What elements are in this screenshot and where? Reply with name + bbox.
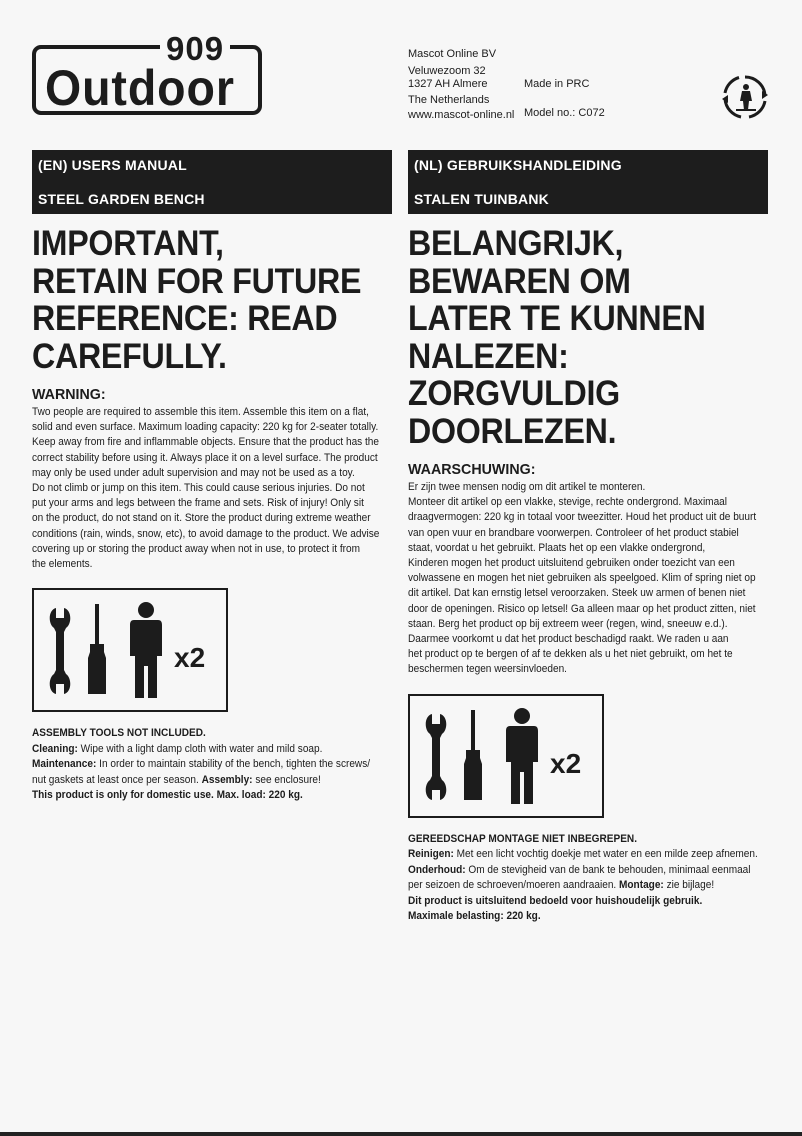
notes-dutch bbox=[408, 832, 768, 925]
warning-line: the elements. bbox=[32, 558, 93, 571]
warning-line: Kinderen mogen het product uitsluitend gebruiken onder toezicht van een bbox=[408, 557, 735, 570]
important-line: BELANGRIJK, bbox=[408, 224, 624, 263]
banner-title: (NL) GEBRUIKSHANDLEIDING bbox=[414, 157, 622, 173]
banner-subtitle: STEEL GARDEN BENCH bbox=[38, 191, 205, 207]
warning-line: put your arms and legs between the frame and sets. Risk of injury! Only sit bbox=[32, 497, 364, 510]
important-line: IMPORTANT, bbox=[32, 224, 224, 263]
made-in: Made in PRC bbox=[524, 78, 590, 90]
maintenance-note bbox=[408, 863, 768, 879]
logo-number: 909 bbox=[160, 31, 230, 67]
warning-line: Er zijn twee mensen nodig om dit artikel te monteren. bbox=[408, 481, 646, 493]
maintenance-text: nut gaskets at least once per season. bbox=[32, 773, 202, 786]
warning-line: Keep away from fire and inflammable objects. Ensure that the product has the bbox=[32, 436, 380, 449]
company-country: The Netherlands bbox=[408, 93, 490, 106]
warning-line: dit artikel. Dat kan ernstig letsel veroorzaken. Steek uw armen of benen niet bbox=[408, 587, 746, 600]
banner-dutch bbox=[408, 150, 768, 214]
maintenance-text: per seizoen de schroeven/moeren aandraaien. bbox=[408, 879, 620, 892]
warning-line: Monteer dit artikel op een vlakke, stevige, rechte ondergrond. Maximaal bbox=[408, 496, 728, 509]
warning-line: correct stability before using it. Always place it on a level surface. The product bbox=[32, 451, 378, 464]
warning-line: door de openingen. Risico op letsel! Ga alleen maar op het product zitten, niet bbox=[408, 602, 756, 615]
cleaning-text: Met een licht vochtig doekje met water en een milde zeep afnemen. bbox=[453, 848, 758, 861]
warning-line: staat, voordat u het gebruikt. Plaats het op een vlakke ondergrond, bbox=[408, 541, 706, 554]
company-name: Mascot Online BV bbox=[408, 48, 497, 60]
warning-line: solid and even surface. Maximum loading capacity: 220 kg for 2-seater totally. bbox=[32, 421, 379, 434]
important-line: REFERENCE: READ bbox=[32, 299, 338, 338]
warning-line: volwassene en mogen het niet gebruiken als speelgoed. Klim of spring niet op bbox=[408, 572, 756, 585]
warning-line: Do not climb or jump on this item. This could cause serious injuries. Do not bbox=[32, 482, 365, 495]
wrench-icon bbox=[426, 714, 447, 800]
warning-title: WAARSCHUWING: bbox=[408, 461, 536, 478]
person-icon bbox=[130, 602, 162, 698]
domestic-note: Dit product is uitsluitend bedoeld voor huishoudelijk gebruik. bbox=[408, 894, 703, 907]
tools-pictogram bbox=[32, 588, 228, 712]
warning-line: Two people are required to assemble this item. Assemble this item on a flat, bbox=[32, 406, 369, 418]
domestic-note: This product is only for domestic use. Max. load: 220 kg. bbox=[32, 789, 303, 802]
tools-count: x2 bbox=[550, 747, 582, 779]
assembly-label: Assembly: bbox=[201, 773, 253, 786]
important-line: DOORLEZEN. bbox=[408, 411, 617, 451]
screwdriver-icon bbox=[88, 604, 106, 694]
wrench-icon bbox=[50, 608, 71, 694]
important-line: BEWAREN OM bbox=[408, 261, 631, 301]
warning-title: WARNING: bbox=[32, 386, 106, 403]
important-heading bbox=[408, 225, 771, 450]
screwdriver-icon bbox=[464, 710, 482, 800]
maintenance-label: Onderhoud: bbox=[408, 863, 466, 876]
max-load-note: Maximale belasting: 220 kg. bbox=[408, 910, 541, 923]
notes-english bbox=[32, 726, 392, 804]
warning-text bbox=[408, 480, 768, 678]
tools-pictogram bbox=[408, 694, 604, 818]
tools-title: ASSEMBLY TOOLS NOT INCLUDED. bbox=[32, 727, 206, 740]
warning-line: van open vuur en brandbare voorwerpen. Controleer of het product stabiel bbox=[408, 526, 739, 539]
bottom-border bbox=[0, 1132, 802, 1136]
maintenance-label: Maintenance: bbox=[32, 758, 97, 771]
company-website: www.mascot-online.nl bbox=[408, 109, 515, 121]
cleaning-label: Reinigen: bbox=[408, 848, 454, 861]
important-line: NALEZEN: ZORGVULDIG bbox=[408, 336, 620, 413]
warning-line: draagvermogen: 220 kg in totaal voor tweezitter. Houd het product uit de buurt bbox=[408, 511, 757, 524]
maintenance-note-cont bbox=[408, 878, 768, 894]
maintenance-text: Om de stevigheid van de bank te behouden, minimaal eenmaal bbox=[465, 863, 751, 876]
important-line: RETAIN FOR FUTURE bbox=[32, 261, 362, 301]
company-city: 1327 AH Almere bbox=[408, 78, 488, 90]
banner-english bbox=[32, 150, 392, 214]
column-english bbox=[32, 150, 392, 804]
tools-svg bbox=[34, 590, 230, 714]
recycle-weee-icon bbox=[722, 74, 768, 120]
company-street: Veluwezoom 32 bbox=[408, 64, 486, 77]
important-line: LATER TE KUNNEN bbox=[408, 299, 706, 338]
assembly-text: see enclosure! bbox=[252, 773, 321, 786]
warning-line: covering up or storing the product away when not in use, to protect it from bbox=[32, 542, 360, 555]
assembly-text: zie bijlage! bbox=[663, 879, 715, 892]
person-icon bbox=[506, 708, 538, 804]
cleaning-label: Cleaning: bbox=[32, 742, 78, 755]
tools-svg bbox=[410, 696, 606, 820]
logo-name: Outdoor bbox=[45, 60, 235, 116]
warning-line: het product op te bergen of af te dekken als u het niet gebruikt, om het te bbox=[408, 648, 733, 661]
brand-logo bbox=[32, 30, 268, 119]
warning-line: on the product, do not stand on it. Store the product during extreme weather bbox=[32, 512, 371, 525]
banner-subtitle: STALEN TUINBANK bbox=[414, 191, 549, 207]
tools-title: GEREEDSCHAP MONTAGE NIET INBEGREPEN. bbox=[408, 832, 638, 845]
maintenance-note-cont bbox=[32, 773, 392, 789]
warning-line: may only be used under adult supervision and may not be used as a toy. bbox=[32, 466, 355, 479]
company-address bbox=[408, 47, 514, 124]
warning-line: staan. Berg het product op bij extreem weer (regen, wind, sneeuw e.d.). bbox=[408, 617, 728, 630]
tools-count: x2 bbox=[174, 642, 206, 674]
maintenance-note bbox=[32, 757, 392, 773]
warning-line: conditions (rain, winds, snow, etc), to avoid damage to the product. We advise bbox=[32, 527, 380, 540]
warning-line: Daarmee voorkomt u dat het product beschadigd raakt. We raden u aan bbox=[408, 633, 729, 646]
column-dutch bbox=[408, 150, 768, 925]
banner-title: (EN) USERS MANUAL bbox=[38, 157, 187, 173]
cleaning-note bbox=[32, 742, 392, 758]
model-number: Model no.: C072 bbox=[524, 107, 605, 119]
cleaning-text: Wipe with a light damp cloth with water and mild soap. bbox=[77, 742, 323, 755]
cleaning-note bbox=[408, 847, 768, 863]
warning-text bbox=[32, 405, 392, 572]
warning-line: beschermen tegen weersinvloeden. bbox=[408, 663, 567, 676]
important-heading bbox=[32, 225, 395, 375]
assembly-label: Montage: bbox=[619, 879, 664, 892]
maintenance-text: In order to maintain stability of the bench, tighten the screws/ bbox=[96, 758, 371, 771]
important-line: CAREFULLY. bbox=[32, 336, 227, 376]
